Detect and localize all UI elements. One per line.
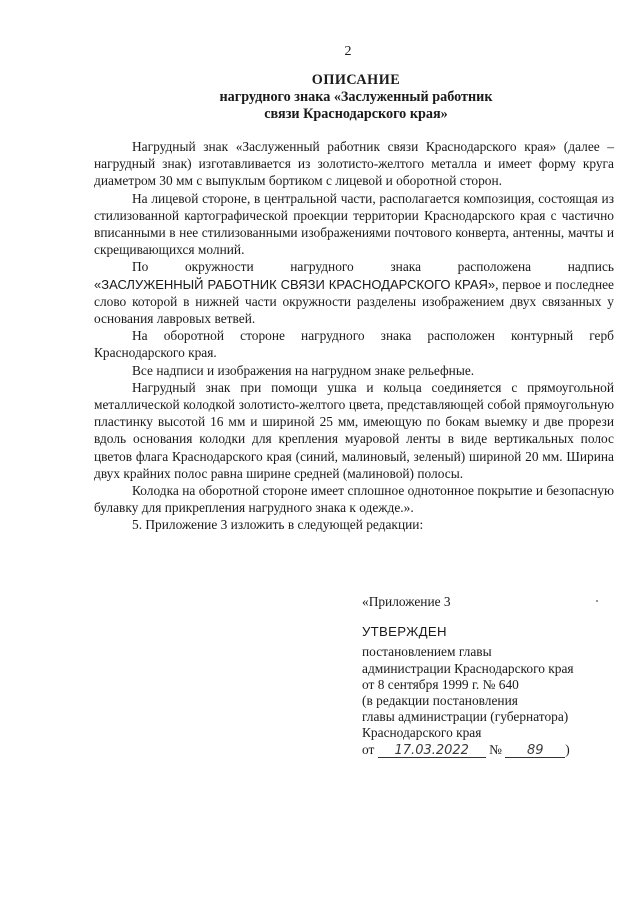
paragraph-7: Колодка на оборотной стороне имеет сплошное однотонное покрытие и безопасную булавку для прикрепления нагрудного знака к одежде.». [94,483,614,516]
appendix-line-1: постановлением главы [362,644,492,660]
appendix-label: «Приложение 3 [362,594,451,609]
appendix-line-5: главы администрации (губернатора) [362,709,569,725]
paragraph-3-continued [94,276,614,328]
heading-title: ОПИСАНИЕ [311,72,401,88]
handwritten-date: 17.03.2022 [378,744,486,758]
heading-line-3: связи Краснодарского края» [264,106,448,122]
appendix-line-4: (в редакции постановления [362,693,518,709]
closing-paren: ) [565,741,570,757]
paragraph-8: 5. Приложение 3 изложить в следующей редакции: [132,517,424,533]
appendix-block [362,594,612,758]
approved-label: УТВЕРЖДЕН [362,624,447,640]
appendix-line-3: от 8 сентября 1999 г. № 640 [362,676,519,692]
date-prefix: от [362,741,375,757]
paragraph-2: На лицевой стороне, в центральной части, располагается композиция, состоящая из стилизованной картографической проекции территории Краснодарского края с частично вписанными в нее стилизованными изображениями почтового конверта, антенны, мачты и скрещивающихся молний. [94,190,614,258]
paragraph-6: Нагрудный знак при помощи ушка и кольца соединяется с прямоугольной металлической колодкой золотисто-желтого цвета, представляющей собой прямоугольную пластинку высотой 16 мм и шириной 25 мм, имеющую по бокам выемку и две прорези вдоль основания колодки для крепления муаровой ленты в виде вертикальных полос цветов флага Краснодарского края (синий, малиновый, зеленый) шириной 20 мм. Ширина двух крайних полос равна ширине средней (малиновой) полосы. [94,379,614,481]
paragraph-3-start: По окружности нагрудного знака расположена надпись [132,259,614,275]
document-body [94,138,614,534]
appendix-line-6: Краснодарского края [362,725,482,741]
heading-line-2: нагрудного знака «Заслуженный работник [219,89,493,105]
paragraph-4: На оборотной стороне нагрудного знака расположен контурный герб Краснодарского края. [94,328,614,361]
handwritten-number: 89 [505,744,565,758]
paragraph-1: Нагрудный знак «Заслуженный работник связи Краснодарского края» (далее – нагрудный знак) изготавливается из золотисто-желтого металла и имеет форму круга диаметром 30 мм с выпуклым бортиком с лицевой и оборотной сторон. [94,139,614,189]
paragraph-3-rest: , первое и последнее слово которой в нижней части окружности разделены изображением двух связанных у основания лавровых ветвей. [94,276,614,327]
appendix-date-line [362,742,612,758]
inscription-text: «ЗАСЛУЖЕННЫЙ РАБОТНИК СВЯЗИ КРАСНОДАРСКОГО КРАЯ» [94,276,496,292]
document-heading [96,72,616,123]
appendix-line-2: администрации Краснодарского края [362,660,574,676]
paragraph-5: Все надписи и изображения на нагрудном знаке рельефные. [132,362,475,378]
page-number: 2 [344,44,352,59]
number-sign: № [489,741,502,757]
scan-speck [596,600,598,602]
